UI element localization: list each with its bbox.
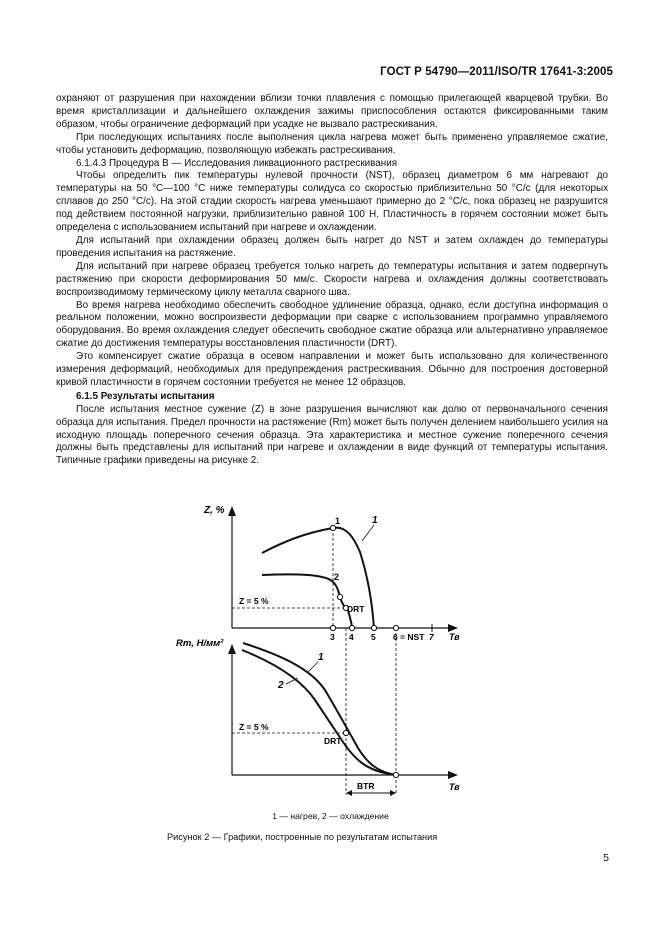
paragraph: Для испытаний при нагреве образец требуется только нагреть до температуры испытания и затем подвергнуть растяжению при скорости деформирования 50 мм/с. Скорости нагрева и охлаждения должны соответствовать воспроизводимому термическому циклу металла сварного шва. xyxy=(56,260,608,298)
point-2 xyxy=(337,594,342,599)
tick-3-label: 3 xyxy=(330,632,335,642)
curve-1-leader xyxy=(362,525,374,541)
tick-7-label: 7 xyxy=(429,632,434,642)
tick-point-4 xyxy=(349,625,354,630)
paragraph: Во время нагрева необходимо обеспечить свободное удлинение образца, однако, если доступна информация о реальном положении, можно воспроизвести деформации при сварке с использованием программно управляемого оборудования. Во время охлаждения следует обеспечить свободное сжатие образца или альтернативно управляемое сжатие до достижения температуры восстановления пластичности (DRT). xyxy=(56,299,608,350)
top-x-label: Тв xyxy=(449,632,460,642)
drt-top-label: DRT xyxy=(347,604,365,614)
figure-caption: Рисунок 2 — Графики, построенные по результатам испытания xyxy=(167,832,438,842)
btr-arrow-left xyxy=(346,790,352,796)
tick-6-label: 6 = NST xyxy=(393,632,425,642)
curve-1-label: 1 xyxy=(372,515,378,526)
figure-legend: 1 — нагрев, 2 — охлаждение xyxy=(272,811,389,821)
page-number: 5 xyxy=(603,852,609,864)
tick-point-5 xyxy=(371,625,376,630)
top-x-axis-arrow xyxy=(448,624,458,632)
z5-top-label: Z = 5 % xyxy=(239,596,269,606)
tick-4-label: 4 xyxy=(349,632,354,642)
paragraph: Для испытаний при охлаждении образец должен быть нагрет до NST и затем охлажден до температуры проведения испытания на растяжение. xyxy=(56,234,608,259)
point-2-label: 2 xyxy=(334,572,340,582)
paragraph: Это компенсирует сжатие образца в осевом направлении и может быть использовано для количественного измерения деформаций, необходимых для предупреждения растрескивания. Обычно для построения достоверной кривой пластичности в горячем состоянии требуется не менее 12 образцов. xyxy=(56,351,608,388)
tick-point-3 xyxy=(330,625,335,630)
bottom-y-label: Rm, Н/мм² xyxy=(176,638,224,649)
top-y-label: Z, % xyxy=(204,505,225,516)
paragraph: После испытания местное сужение (Z) в зоне разрушения вычисляют как долю от первоначального сечения образца для испытания. Предел прочности на растяжение (Rm) может быть получен делением наибольшего усилия на исходную площадь поперечного сечения образца. Эта характеристика и местное сужение поперечного сечения должны быть представлены для испытаний при нагреве и охлаждении в виде функций от температуры испытания. Типичные графики приведены на рисунке 2. xyxy=(56,403,608,467)
curve-2-bottom-label: 2 xyxy=(278,680,284,691)
paragraph: охраняют от разрушения при нахождении вблизи точки плавления с помощью прилегающей кварцевой трубки. Во время кристаллизации и дальнейшего охлаждения зажимы приспособления остаются фиксированными таким образом, чтобы ограничение деформаций при усадке не вызвало растрескивания. xyxy=(56,93,608,130)
tick-5-label: 5 xyxy=(371,632,376,642)
point-nst-bottom xyxy=(393,772,398,777)
point-drt-bottom xyxy=(343,730,348,735)
curve-1-bottom-leader xyxy=(308,662,318,672)
drt-bottom-label: DRT xyxy=(324,736,342,746)
standard-header: ГОСТ Р 54790—2011/ISO/TR 17641-3:2005 xyxy=(380,66,613,78)
section-heading: 6.1.5 Результаты испытания xyxy=(76,390,215,402)
subsection-heading: 6.1.4.3 Процедура В — Исследования ликвационного растрескивания xyxy=(76,157,398,169)
btr-arrow-right xyxy=(390,790,396,796)
tick-point-6 xyxy=(393,625,398,630)
bottom-x-axis-arrow xyxy=(448,771,458,779)
btr-label: BTR xyxy=(357,781,375,791)
curve-cooling-bottom xyxy=(242,650,396,775)
curve-cooling-top xyxy=(262,574,352,628)
paragraph: Чтобы определить пик температуры нулевой прочности (NST), образец диаметром 6 мм нагревают до температуры на 50 °С—100 °С ниже температуры солидуса со скоростью приблизительно 50 °С/с (для некоторых сплавов до 250 °С/с). На этой стадии скорость нагрева уменьшают примерно до 2 °С/с, пока образец не разрушится под действием постоянной нагрузки, приблизительно равной 100 Н. Пластичность в горячем состоянии может быть определена с использованием испытаний при нагреве и охлаждении. xyxy=(56,170,608,234)
curve-1-bottom-label: 1 xyxy=(318,652,324,663)
z5-bottom-label: Z = 5 % xyxy=(239,722,269,732)
bottom-y-axis-arrow xyxy=(228,644,236,654)
point-1-label: 1 xyxy=(335,516,341,526)
bottom-x-label: Тв xyxy=(449,782,460,792)
paragraph: При последующих испытаниях после выполнения цикла нагрева может быть применено управляемое сжатие, чтобы установить деформацию, позволяющую избежать растрескивания. xyxy=(56,131,608,156)
point-1 xyxy=(330,525,335,530)
top-y-axis-arrow xyxy=(228,506,236,516)
